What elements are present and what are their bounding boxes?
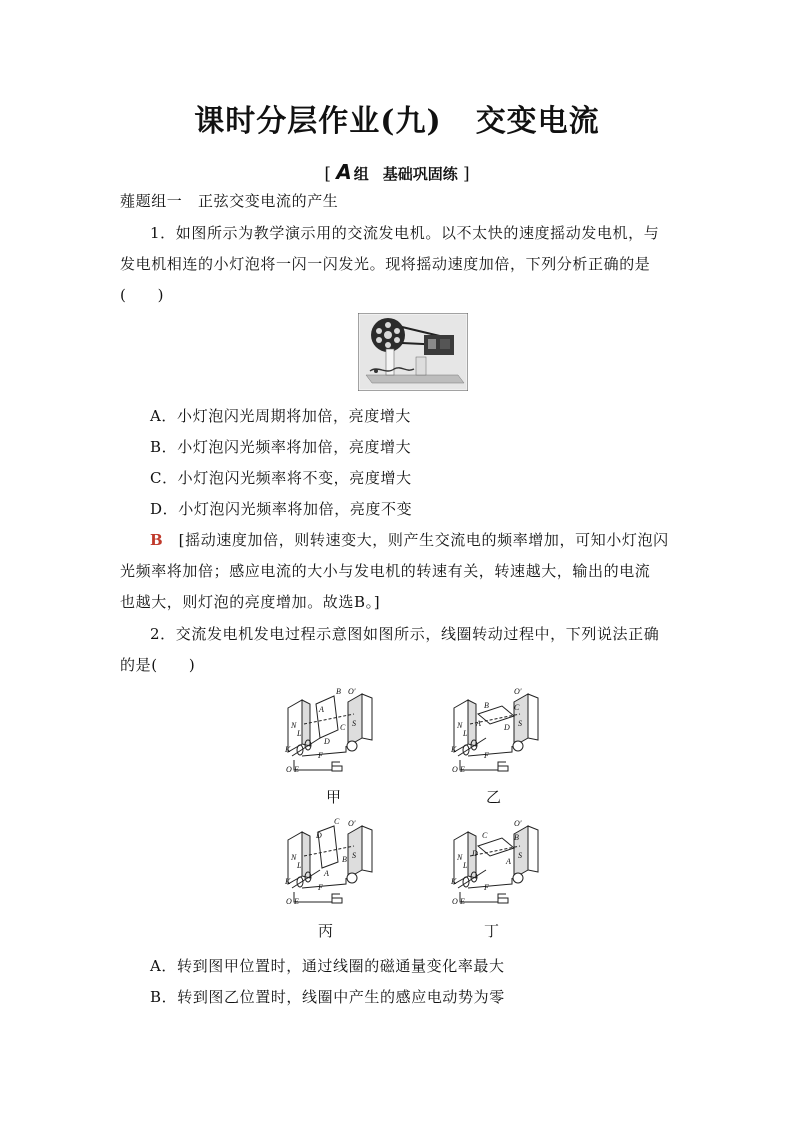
svg-text:A: A xyxy=(319,705,324,714)
svg-text:F: F xyxy=(484,883,489,892)
svg-text:O′: O′ xyxy=(348,819,356,828)
group-letter: A xyxy=(336,160,352,184)
svg-text:S: S xyxy=(518,851,522,860)
svg-text:C: C xyxy=(514,703,520,712)
label-n: N xyxy=(291,721,297,730)
svg-text:B: B xyxy=(514,833,519,842)
svg-text:O′: O′ xyxy=(514,687,522,696)
q1-explanation-line3: 也越大，则灯泡的亮度增加。故选B。] xyxy=(120,593,381,611)
svg-text:E: E xyxy=(294,897,299,906)
svg-text:K: K xyxy=(285,877,291,886)
q1-stem-line1: 1．如图所示为教学演示用的交流发电机。以不太快的速度摇动发电机，与 xyxy=(150,224,660,242)
q1-answer: B xyxy=(150,531,164,549)
generator-diagram-ding xyxy=(448,818,548,910)
svg-text:O: O xyxy=(452,897,458,906)
svg-text:O: O xyxy=(286,765,292,774)
svg-text:B: B xyxy=(484,701,489,710)
generator-diagram-jia xyxy=(282,686,382,778)
svg-text:E: E xyxy=(294,765,299,774)
q1-option-d: D．小灯泡闪光频率将加倍，亮度不变 xyxy=(150,500,413,518)
svg-text:N: N xyxy=(457,853,463,862)
svg-text:N: N xyxy=(457,721,463,730)
svg-text:N: N xyxy=(291,853,297,862)
svg-text:E: E xyxy=(460,897,465,906)
generator-diagram-yi xyxy=(448,686,548,778)
svg-text:L: L xyxy=(463,861,468,870)
q1-option-c: C．小灯泡闪光频率将不变，亮度增大 xyxy=(150,469,412,487)
generator-photo xyxy=(358,313,468,391)
q1-explanation-line1 xyxy=(150,529,669,550)
caption-ding: 丁 xyxy=(484,922,500,940)
group-suffix: 组 xyxy=(353,165,369,183)
svg-text:B: B xyxy=(342,855,347,864)
svg-text:O′: O′ xyxy=(514,819,522,828)
title-main: 课时分层作业(九) xyxy=(194,104,442,139)
svg-text:L: L xyxy=(463,729,468,738)
q1-stem-line2: 发电机相连的小灯泡将一闪一闪发光。现将摇动速度加倍，下列分析正确的是 xyxy=(120,255,651,273)
svg-text:D: D xyxy=(472,849,478,858)
svg-text:L: L xyxy=(297,729,302,738)
q1-stem-line3: ( ) xyxy=(120,286,165,304)
svg-text:D: D xyxy=(316,831,322,840)
svg-text:F: F xyxy=(484,751,489,760)
caption-jia: 甲 xyxy=(326,788,342,806)
caption-bing: 丙 xyxy=(318,922,334,940)
page-title xyxy=(0,96,794,140)
svg-text:C: C xyxy=(482,831,488,840)
q2-stem-line1: 2．交流发电机发电过程示意图如图所示，线圈转动过程中，下列说法正确 xyxy=(150,625,660,643)
title-topic: 交变电流 xyxy=(475,104,600,139)
q1-option-b: B．小灯泡闪光频率将加倍，亮度增大 xyxy=(150,438,412,456)
q2-option-a: A．转到图甲位置时，通过线圈的磁通量变化率最大 xyxy=(150,957,505,975)
svg-text:E: E xyxy=(460,765,465,774)
svg-text:L: L xyxy=(297,861,302,870)
svg-text:K: K xyxy=(285,745,291,754)
bracket-close: ] xyxy=(462,164,470,184)
caption-yi: 乙 xyxy=(486,788,502,806)
svg-text:K: K xyxy=(451,745,457,754)
svg-text:O: O xyxy=(286,897,292,906)
q1-explanation-line2: 光频率将加倍；感应电流的大小与发电机的转速有关，转速越大，输出的电流 xyxy=(120,562,651,580)
svg-text:B: B xyxy=(336,687,341,696)
section-name: 基础巩固练 xyxy=(382,165,458,183)
q1-option-a: A．小灯泡闪光周期将加倍，亮度增大 xyxy=(150,407,412,425)
section-header xyxy=(0,160,794,184)
svg-text:O′: O′ xyxy=(348,687,356,696)
q2-stem-line2: 的是( ) xyxy=(120,656,196,674)
svg-text:D: D xyxy=(324,737,330,746)
svg-text:A: A xyxy=(476,719,481,728)
label-s: S xyxy=(352,719,356,728)
svg-text:D: D xyxy=(504,723,510,732)
svg-text:S: S xyxy=(352,851,356,860)
svg-text:F: F xyxy=(318,751,323,760)
svg-text:A: A xyxy=(506,857,511,866)
svg-text:K: K xyxy=(451,877,457,886)
svg-text:O: O xyxy=(452,765,458,774)
svg-text:S: S xyxy=(518,719,522,728)
q1-explanation-text1: [摇动速度加倍，则转速变大，则产生交流电的频率增加，可知小灯泡闪 xyxy=(178,531,669,549)
svg-text:C: C xyxy=(334,818,340,826)
svg-text:A: A xyxy=(324,869,329,878)
q2-option-b: B．转到图乙位置时，线圈中产生的感应电动势为零 xyxy=(150,988,505,1006)
bracket-open: [ xyxy=(324,164,331,184)
svg-text:C: C xyxy=(340,723,346,732)
generator-diagram-bing xyxy=(282,818,382,910)
svg-text:F: F xyxy=(318,883,323,892)
topic-group-heading: 薤题组一 正弦交变电流的产生 xyxy=(120,192,339,210)
